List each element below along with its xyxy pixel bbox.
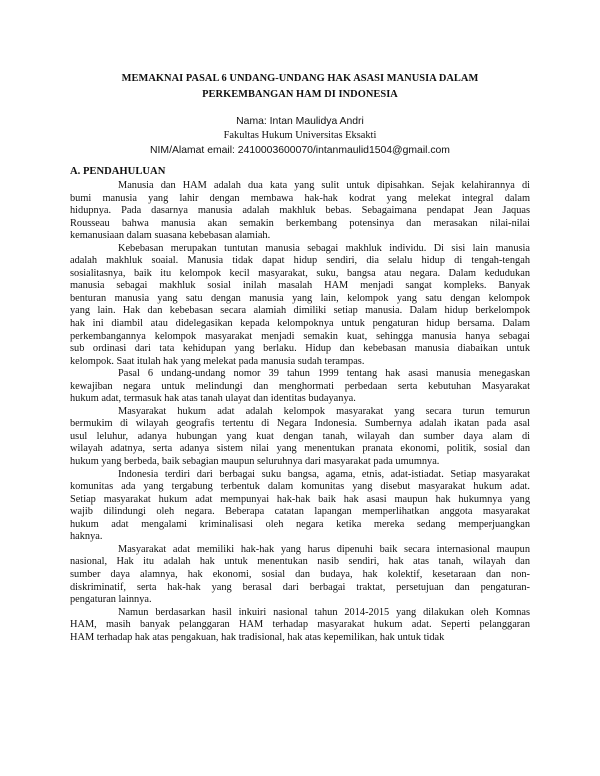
paragraph-line: perkembangannya kelompok masyarakat menjadi semakin kuat, sehingga manusia hanya sebagai bbox=[70, 330, 530, 342]
paragraph-line: yang lain. Hak dan kebebasan secara alamiah dimiliki setiap manusia. Dalam hidup berkelompok bbox=[70, 305, 530, 317]
paragraph bbox=[70, 544, 530, 607]
section-heading: A. PENDAHULUAN bbox=[70, 166, 166, 177]
paragraph-line: pengaturan lainnya. bbox=[70, 594, 152, 606]
author-block bbox=[60, 115, 540, 158]
paragraph-line: Masyarakat hukum adat adalah kelompok masyarakat yang secara turun temurun bbox=[118, 405, 530, 417]
paper-title bbox=[60, 71, 540, 103]
paragraph-line: HAM terhadap hak atas pengakuan, hak tradisional, hak atas kepemilikan, hak untuk tidak bbox=[70, 631, 445, 643]
paragraph bbox=[70, 368, 530, 406]
paragraph-line: kemanusiaan dalam suasana kebebasan alamiah. bbox=[70, 230, 271, 242]
paragraph-line: sosialitasnya, baik itu kelompok kecil masyarakat, suku, bangsa atau negara. Dalam kedudukan bbox=[70, 267, 530, 279]
paragraph-line: hidupnya. Pada dasarnya manusia adalah makhluk bebas. Sebagaimana pendapat Jean Jaquas bbox=[70, 205, 530, 217]
paragraph-line: diskriminatif, serta hak-hak yang berasal dari berbagai traktat, persetujuan dan pengaturan- bbox=[70, 581, 530, 593]
title-line: PERKEMBANGAN HAM DI INDONESIA bbox=[202, 89, 398, 100]
paragraph-line: benturan manusia yang satu dengan manusia yang lain, kelompok yang satu dengan kelompok bbox=[70, 292, 530, 304]
paragraph-line: HAM, masih banyak pelanggaran HAM terhadap masyarakat hukum adat. Seperti pelanggaran bbox=[70, 619, 530, 631]
paragraph-line: Kebebasan merupakan tuntutan manusia sebagai makhluk individu. Di sisi lain manusia bbox=[118, 242, 530, 254]
paragraph-line: Namun berdasarkan hasil inkuiri nasional tahun 2014-2015 yang dilakukan oleh Komnas bbox=[118, 606, 530, 618]
paragraph-line: Indonesia terdiri dari berbagai suku bangsa, agama, etnis, adat-istiadat. Setiap masyarakat bbox=[118, 468, 530, 480]
paragraph-line: usul leluhur, adanya hubungan yang kuat dengan tanah, wilayah dan sumber daya alam di bbox=[70, 430, 530, 442]
paragraph-line: Pasal 6 undang-undang nomor 39 tahun 1999 tentang hak asasi manusia menegaskan bbox=[118, 368, 530, 380]
paragraph-line: hukum yang berbeda, baik sebagian maupun seluruhnya dari masyarakat pada umumnya. bbox=[70, 456, 440, 468]
author-faculty: Fakultas Hukum Universitas Eksakti bbox=[223, 130, 377, 142]
paragraph-line: hukum adat mengalami kriminalisasi oleh negara ketika mereka sedang memperjuangkan bbox=[70, 518, 530, 530]
paragraph-line: hukum adat, termasuk hak atas tanah ulayat dan identitas budayanya. bbox=[70, 393, 356, 405]
author-name: Nama: Intan Maulidya Andri bbox=[236, 116, 364, 127]
paragraph-line: adalah makhluk soaial. Manusia tidak dapat hidup sendiri, dia selalu hidup di tengah-tengah bbox=[70, 255, 530, 267]
paragraph bbox=[70, 243, 530, 368]
paragraph-line: manusia sebagai makhluk sosial inilah masalah HAM menjadi sangat kompleks. Banyak bbox=[70, 280, 530, 292]
author-contact: NIM/Alamat email: 2410003600070/intanmaulid1504@gmail.com bbox=[150, 144, 450, 156]
paragraph-line: sumber daya alamnya, hak ekonomi, sosial dan budaya, hak kolektif, kesetaraan dan non- bbox=[70, 568, 530, 580]
paragraph bbox=[70, 607, 530, 645]
paragraph-line: hak ini diambil atau didelegasikan kepada kelompoknya untuk pengaturan hidup bersama. Dalam bbox=[70, 318, 530, 330]
paragraph-line: Setiap masyarakat hukum adat mempunyai hak-hak baik hak asasi maupun hak hukumnya yang bbox=[70, 493, 530, 505]
paragraph bbox=[70, 469, 530, 544]
paragraph-line: kewajiban negara untuk melindungi dan menghormati perbedaan serta kebutuhan Masyarakat bbox=[70, 380, 530, 392]
paragraph-line: wajib dilindungi oleh negara. Beberapa catatan lapangan memperlihatkan anggota masyarakat bbox=[70, 506, 530, 518]
paragraph-line: kelompok. Saat itulah hak yang melekat pada manusia sudah terampas. bbox=[70, 355, 365, 367]
paragraph-line: bumi manusia yang lahir dengan membawa hak-hak kodrat yang melekat integral dalam bbox=[70, 192, 530, 204]
paragraph-line: haknya. bbox=[70, 531, 103, 543]
paragraph bbox=[70, 180, 530, 243]
paragraph-line: Masyarakat adat memiliki hak-hak yang harus dipenuhi baik secara internasional maupun bbox=[118, 543, 530, 555]
title-line: MEMAKNAI PASAL 6 UNDANG-UNDANG HAK ASASI MANUSIA DALAM bbox=[121, 73, 479, 84]
paragraph-line: Rousseau bahwa manusia akan semakin berkembang potensinya dan merasakan nilai-nilai bbox=[70, 217, 530, 229]
paragraph-line: wilayah adatnya, serta adanya sistem nilai yang menentukan pranata ekonomi, politik, sosial dan bbox=[70, 443, 530, 455]
paragraph-line: bermukim di wilayah geografis tertentu di Negara Indonesia. Sumbernya adalah ikatan pada asal bbox=[70, 418, 530, 430]
paragraph bbox=[70, 406, 530, 469]
paragraph-line: Manusia dan HAM adalah dua kata yang sulit untuk dipisahkan. Sejak kelahirannya di bbox=[118, 180, 530, 191]
body-text bbox=[70, 180, 530, 644]
paragraph-line: sub ordinasi dari tata kehidupan yang berlaku. Hidup dan kebebasan manusia diabaikan untuk bbox=[70, 343, 530, 355]
paragraph-line: komunitas ada yang tergabung terbentuk dalam komunitas yang disebut masyarakat hukum adat. bbox=[70, 481, 530, 493]
paragraph-line: nasional, Hak itu adalah hak untuk menentukan nasib sendiri, hak atas tanah, wilayah dan bbox=[70, 556, 530, 568]
